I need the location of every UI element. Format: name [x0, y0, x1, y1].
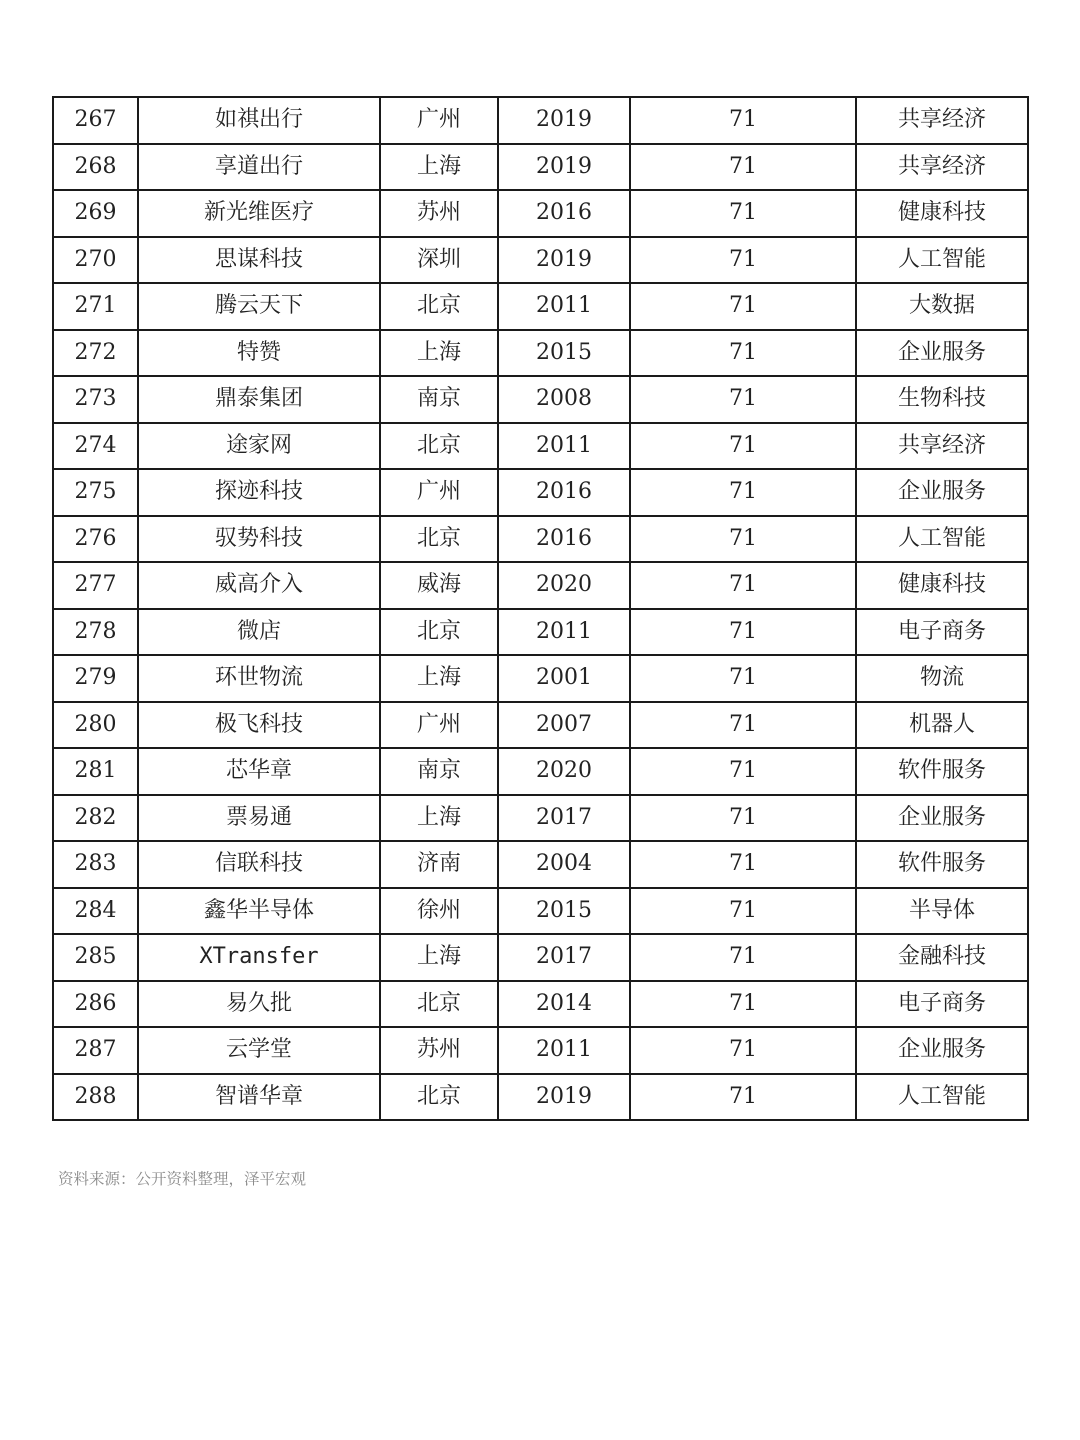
cell-city: 北京 — [380, 516, 498, 563]
cell-year: 2004 — [498, 841, 630, 888]
cell-city: 北京 — [380, 981, 498, 1028]
cell-rank: 284 — [53, 888, 138, 935]
cell-city: 北京 — [380, 609, 498, 656]
cell-industry: 机器人 — [856, 702, 1028, 749]
cell-industry: 电子商务 — [856, 609, 1028, 656]
cell-rank: 279 — [53, 655, 138, 702]
cell-industry: 软件服务 — [856, 841, 1028, 888]
cell-industry: 半导体 — [856, 888, 1028, 935]
table-row — [53, 748, 1028, 795]
cell-year: 2016 — [498, 469, 630, 516]
cell-industry: 人工智能 — [856, 237, 1028, 284]
cell-city: 苏州 — [380, 190, 498, 237]
cell-city: 上海 — [380, 144, 498, 191]
cell-city: 北京 — [380, 1074, 498, 1121]
cell-city: 上海 — [380, 934, 498, 981]
cell-score: 71 — [630, 469, 856, 516]
cell-rank: 283 — [53, 841, 138, 888]
table-row — [53, 981, 1028, 1028]
table-row — [53, 702, 1028, 749]
cell-year: 2020 — [498, 562, 630, 609]
source-note: 资料来源：公开资料整理，泽平宏观 — [58, 1170, 307, 1188]
cell-city: 徐州 — [380, 888, 498, 935]
cell-score: 71 — [630, 748, 856, 795]
cell-rank: 286 — [53, 981, 138, 1028]
cell-industry: 人工智能 — [856, 1074, 1028, 1121]
table-row — [53, 423, 1028, 470]
cell-company: 票易通 — [138, 795, 380, 842]
cell-company: 信联科技 — [138, 841, 380, 888]
cell-rank: 277 — [53, 562, 138, 609]
cell-year: 2016 — [498, 190, 630, 237]
table-row — [53, 469, 1028, 516]
cell-industry: 电子商务 — [856, 981, 1028, 1028]
cell-company: 芯华章 — [138, 748, 380, 795]
cell-city: 广州 — [380, 469, 498, 516]
cell-score: 71 — [630, 888, 856, 935]
cell-score: 71 — [630, 655, 856, 702]
table-row — [53, 97, 1028, 144]
cell-score: 71 — [630, 144, 856, 191]
cell-company: 鑫华半导体 — [138, 888, 380, 935]
cell-company: 特赞 — [138, 330, 380, 377]
table-row — [53, 655, 1028, 702]
cell-company: 极飞科技 — [138, 702, 380, 749]
cell-industry: 人工智能 — [856, 516, 1028, 563]
table-row — [53, 934, 1028, 981]
cell-industry: 物流 — [856, 655, 1028, 702]
cell-city: 北京 — [380, 283, 498, 330]
table-row — [53, 144, 1028, 191]
cell-year: 2019 — [498, 144, 630, 191]
company-ranking-table — [52, 96, 1029, 1121]
cell-rank: 282 — [53, 795, 138, 842]
cell-company: 微店 — [138, 609, 380, 656]
cell-score: 71 — [630, 609, 856, 656]
table-row — [53, 283, 1028, 330]
cell-year: 2015 — [498, 888, 630, 935]
cell-year: 2011 — [498, 423, 630, 470]
cell-year: 2014 — [498, 981, 630, 1028]
cell-industry: 企业服务 — [856, 469, 1028, 516]
cell-company: 思谋科技 — [138, 237, 380, 284]
table-row — [53, 516, 1028, 563]
cell-company: 新光维医疗 — [138, 190, 380, 237]
cell-year: 2015 — [498, 330, 630, 377]
table-row — [53, 1074, 1028, 1121]
cell-industry: 生物科技 — [856, 376, 1028, 423]
cell-industry: 软件服务 — [856, 748, 1028, 795]
cell-company: 探迹科技 — [138, 469, 380, 516]
cell-rank: 275 — [53, 469, 138, 516]
cell-year: 2017 — [498, 934, 630, 981]
table-row — [53, 795, 1028, 842]
cell-city: 威海 — [380, 562, 498, 609]
cell-year: 2007 — [498, 702, 630, 749]
cell-city: 上海 — [380, 330, 498, 377]
cell-score: 71 — [630, 376, 856, 423]
cell-score: 71 — [630, 283, 856, 330]
cell-company: 云学堂 — [138, 1027, 380, 1074]
cell-rank: 269 — [53, 190, 138, 237]
table-row — [53, 888, 1028, 935]
cell-industry: 共享经济 — [856, 423, 1028, 470]
table-body — [53, 97, 1028, 1120]
cell-rank: 267 — [53, 97, 138, 144]
cell-score: 71 — [630, 981, 856, 1028]
cell-rank: 274 — [53, 423, 138, 470]
cell-company: 智谱华章 — [138, 1074, 380, 1121]
cell-company: XTransfer — [138, 934, 380, 981]
cell-score: 71 — [630, 330, 856, 377]
cell-year: 2011 — [498, 609, 630, 656]
cell-city: 北京 — [380, 423, 498, 470]
cell-score: 71 — [630, 702, 856, 749]
cell-year: 2019 — [498, 237, 630, 284]
cell-city: 深圳 — [380, 237, 498, 284]
cell-city: 广州 — [380, 702, 498, 749]
cell-score: 71 — [630, 516, 856, 563]
cell-year: 2019 — [498, 1074, 630, 1121]
cell-company: 途家网 — [138, 423, 380, 470]
cell-rank: 285 — [53, 934, 138, 981]
cell-year: 2011 — [498, 283, 630, 330]
cell-company: 腾云天下 — [138, 283, 380, 330]
cell-industry: 共享经济 — [856, 144, 1028, 191]
cell-rank: 270 — [53, 237, 138, 284]
cell-industry: 共享经济 — [856, 97, 1028, 144]
cell-rank: 273 — [53, 376, 138, 423]
table-row — [53, 562, 1028, 609]
cell-year: 2016 — [498, 516, 630, 563]
cell-company: 享道出行 — [138, 144, 380, 191]
cell-company: 环世物流 — [138, 655, 380, 702]
cell-score: 71 — [630, 1027, 856, 1074]
cell-score: 71 — [630, 190, 856, 237]
cell-rank: 287 — [53, 1027, 138, 1074]
cell-year: 2011 — [498, 1027, 630, 1074]
cell-company: 易久批 — [138, 981, 380, 1028]
cell-rank: 280 — [53, 702, 138, 749]
cell-rank: 276 — [53, 516, 138, 563]
cell-score: 71 — [630, 237, 856, 284]
cell-city: 苏州 — [380, 1027, 498, 1074]
table-row — [53, 841, 1028, 888]
cell-industry: 健康科技 — [856, 190, 1028, 237]
cell-year: 2001 — [498, 655, 630, 702]
cell-company: 威高介入 — [138, 562, 380, 609]
table-row — [53, 190, 1028, 237]
cell-rank: 278 — [53, 609, 138, 656]
cell-score: 71 — [630, 934, 856, 981]
cell-rank: 272 — [53, 330, 138, 377]
cell-city: 广州 — [380, 97, 498, 144]
cell-year: 2020 — [498, 748, 630, 795]
cell-rank: 268 — [53, 144, 138, 191]
cell-score: 71 — [630, 97, 856, 144]
cell-industry: 企业服务 — [856, 1027, 1028, 1074]
cell-score: 71 — [630, 795, 856, 842]
cell-city: 南京 — [380, 376, 498, 423]
cell-rank: 281 — [53, 748, 138, 795]
table-row — [53, 237, 1028, 284]
cell-rank: 271 — [53, 283, 138, 330]
cell-city: 上海 — [380, 795, 498, 842]
cell-score: 71 — [630, 562, 856, 609]
cell-year: 2017 — [498, 795, 630, 842]
cell-industry: 大数据 — [856, 283, 1028, 330]
cell-industry: 企业服务 — [856, 795, 1028, 842]
table-row — [53, 1027, 1028, 1074]
cell-score: 71 — [630, 1074, 856, 1121]
cell-company: 如祺出行 — [138, 97, 380, 144]
cell-year: 2019 — [498, 97, 630, 144]
cell-score: 71 — [630, 841, 856, 888]
cell-score: 71 — [630, 423, 856, 470]
cell-city: 南京 — [380, 748, 498, 795]
cell-year: 2008 — [498, 376, 630, 423]
table-row — [53, 330, 1028, 377]
table-row — [53, 376, 1028, 423]
cell-industry: 金融科技 — [856, 934, 1028, 981]
cell-industry: 企业服务 — [856, 330, 1028, 377]
cell-company: 驭势科技 — [138, 516, 380, 563]
cell-rank: 288 — [53, 1074, 138, 1121]
table-row — [53, 609, 1028, 656]
cell-company: 鼎泰集团 — [138, 376, 380, 423]
cell-industry: 健康科技 — [856, 562, 1028, 609]
cell-city: 济南 — [380, 841, 498, 888]
cell-city: 上海 — [380, 655, 498, 702]
